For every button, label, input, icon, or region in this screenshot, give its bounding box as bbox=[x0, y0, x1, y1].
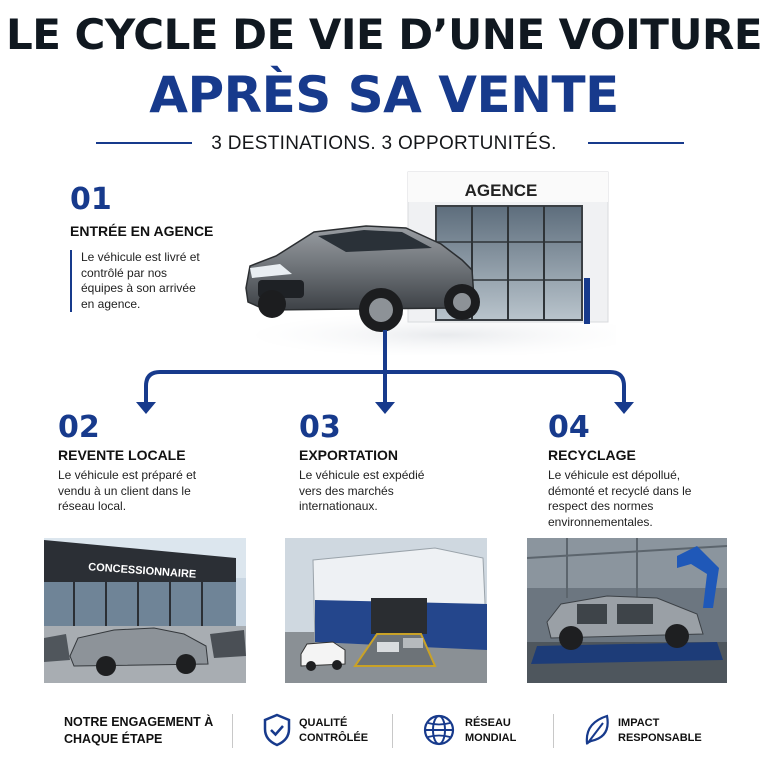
step-01-number: 01 bbox=[70, 182, 112, 217]
footer-divider bbox=[392, 714, 393, 748]
footer-divider bbox=[553, 714, 554, 748]
step-02-number: 02 bbox=[58, 410, 100, 445]
step-03-number: 03 bbox=[299, 410, 341, 445]
subtitle: 3 DESTINATIONS. 3 OPPORTUNITÉS. bbox=[211, 133, 557, 154]
step-04-title: RECYCLAGE bbox=[548, 447, 636, 463]
export-ship-photo bbox=[285, 538, 487, 683]
footer-item-network-label: RÉSEAU MONDIAL bbox=[465, 717, 517, 744]
shield-check-icon bbox=[262, 713, 292, 747]
footer-item-quality-label: QUALITÉ CONTRÔLÉE bbox=[299, 717, 369, 744]
step-01-description: Le véhicule est livré et contrôlé par nos équipes à son arrivée en agence. bbox=[70, 250, 211, 312]
main-title-highlight: APRÈS SA VENTE bbox=[149, 66, 619, 124]
agency-sign: AGENCE bbox=[464, 181, 538, 200]
step-03-title: EXPORTATION bbox=[299, 447, 399, 463]
globe-icon bbox=[423, 714, 455, 746]
arrow-head-right bbox=[614, 402, 634, 414]
leaf-icon bbox=[583, 713, 611, 747]
flow-arrows bbox=[130, 330, 640, 420]
arrow-head-center bbox=[375, 402, 395, 414]
step-03-description: Le véhicule est expédié vers des marchés internationaux. bbox=[299, 468, 425, 513]
main-title: LE CYCLE DE VIE D’UNE VOITURE bbox=[5, 10, 763, 59]
footer-item-impact-label: IMPACT RESPONSABLE bbox=[618, 717, 702, 744]
step-02-description: Le véhicule est préparé et vendu à un client dans le réseau local. bbox=[58, 468, 197, 513]
agency-illustration bbox=[236, 170, 616, 355]
step-04-description: Le véhicule est dépollué, démonté et recyclé dans le respect des normes environnementales. bbox=[548, 468, 692, 529]
subtitle-rule-right bbox=[588, 142, 684, 144]
dealership-sign: CONCESSIONNAIRE bbox=[87, 561, 197, 581]
step-01-title: ENTRÉE EN AGENCE bbox=[70, 223, 214, 239]
arrow-head-left bbox=[136, 402, 156, 414]
footer-divider bbox=[232, 714, 233, 748]
dealership-photo bbox=[44, 538, 246, 683]
footer-commitment: NOTRE ENGAGEMENT À CHAQUE ÉTAPE bbox=[64, 715, 214, 746]
recycling-photo bbox=[527, 538, 727, 683]
step-04-number: 04 bbox=[548, 410, 590, 445]
ship-ramp-opening bbox=[371, 598, 427, 634]
car-wheel-left bbox=[258, 290, 286, 318]
agency-blue-post bbox=[584, 278, 590, 324]
step-02-title: REVENTE LOCALE bbox=[58, 447, 186, 463]
